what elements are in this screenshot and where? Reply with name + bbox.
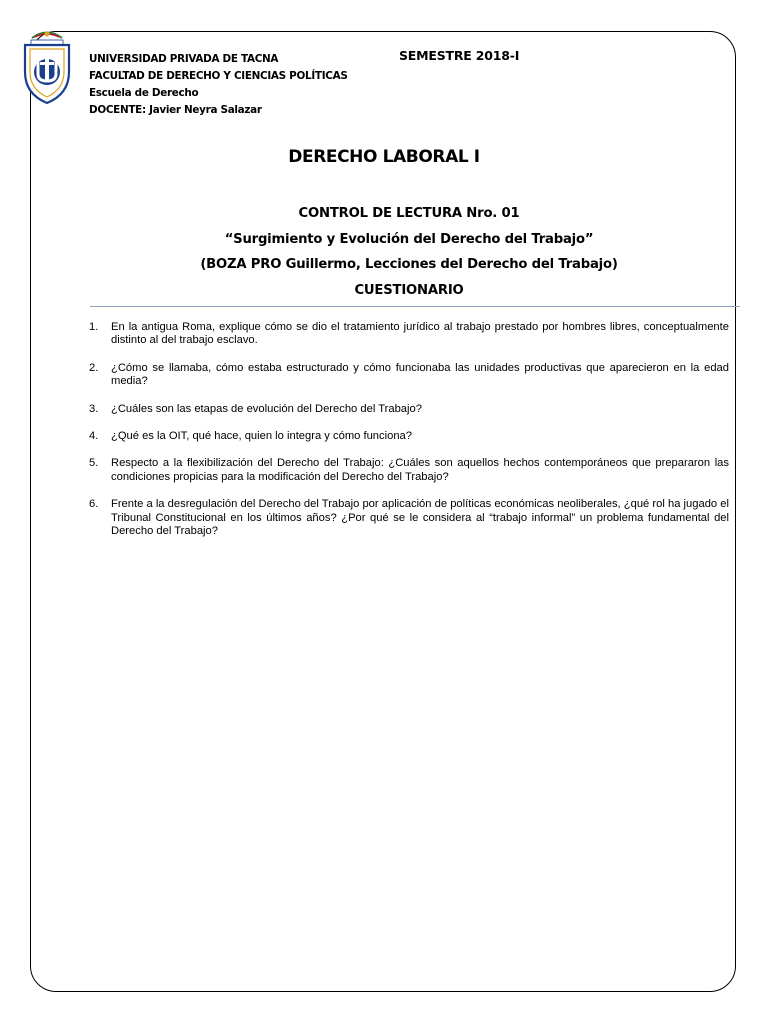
teacher-name: DOCENTE: Javier Neyra Salazar xyxy=(89,104,262,116)
question-item xyxy=(89,403,729,416)
question-number: 6. xyxy=(89,498,99,511)
question-item xyxy=(89,457,729,484)
question-number: 5. xyxy=(89,457,99,470)
question-number: 4. xyxy=(89,430,99,443)
control-number: CONTROL DE LECTURA Nro. 01 xyxy=(298,206,520,221)
question-text: Frente a la desregulación del Derecho del Trabajo por aplicación de políticas económicas neoliberales, ¿qué rol ha jugado el Tribunal Constitucional en los últimos años? ¿Por qué se le considera al “trabajo informal” un problema fundamental del Derecho del Trabajo? xyxy=(111,498,729,538)
semester-label: SEMESTRE 2018-I xyxy=(399,48,520,63)
question-text: En la antigua Roma, explique cómo se dio el tratamiento jurídico al trabajo prestado por hombres libres, conceptualmente distinto al del trabajo esclavo. xyxy=(111,321,729,347)
school-name: Escuela de Derecho xyxy=(89,87,199,99)
reading-control-heading xyxy=(0,201,768,303)
reading-topic: “Surgimiento y Evolución del Derecho del Trabajo” xyxy=(224,231,594,247)
course-title: DERECHO LABORAL I xyxy=(288,147,480,167)
question-text: Respecto a la flexibilización del Derecho del Trabajo: ¿Cuáles son aquellos hechos contemporáneos que prepararon las condiciones propicias para la modificación del Derecho del Trabajo? xyxy=(111,457,729,483)
university-crest-logo xyxy=(18,28,76,106)
question-item xyxy=(89,321,729,348)
question-list xyxy=(89,321,729,552)
faculty-name: FACULTAD DE DERECHO Y CIENCIAS POLÍTICAS xyxy=(89,70,348,82)
question-item xyxy=(89,362,729,389)
question-text: ¿Cuáles son las etapas de evolución del Derecho del Trabajo? xyxy=(111,402,422,415)
questionnaire-label: CUESTIONARIO xyxy=(354,282,464,298)
university-name: UNIVERSIDAD PRIVADA DE TACNA xyxy=(89,53,279,65)
reading-source: (BOZA PRO Guillermo, Lecciones del Derecho del Trabajo) xyxy=(200,257,618,272)
question-number: 2. xyxy=(89,361,99,374)
question-item xyxy=(89,430,729,443)
question-text: ¿Qué es la OIT, qué hace, quien lo integra y cómo funciona? xyxy=(111,430,412,443)
question-item xyxy=(89,498,729,538)
section-divider xyxy=(90,306,740,307)
question-text: ¿Cómo se llamaba, cómo estaba estructurado y cómo funcionaba las unidades productivas que aparecieron en la edad media? xyxy=(111,361,729,388)
question-number: 1. xyxy=(89,321,99,333)
question-number: 3. xyxy=(89,402,99,415)
institution-header xyxy=(89,51,348,119)
